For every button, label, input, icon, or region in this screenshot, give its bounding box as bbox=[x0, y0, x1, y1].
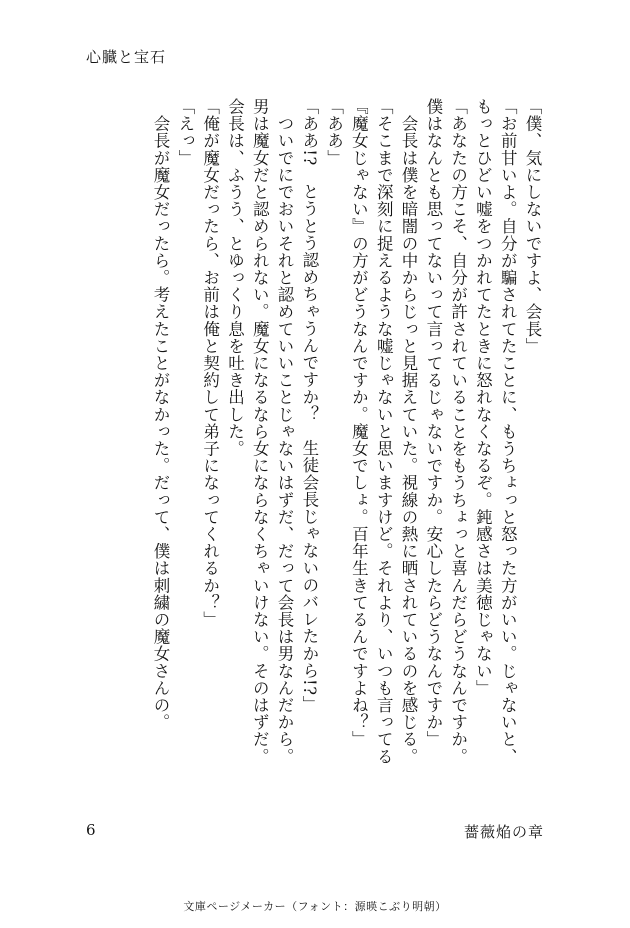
text-line: 「あなたの方こそ、自分が許されていることをもうちょっと喜んだらどうなんですか。 bbox=[448, 98, 468, 765]
running-head-title: 心臓と宝石 bbox=[86, 48, 167, 66]
text-line: もっとひどい嘘をつかれてたときに怒れなくなるぞ。鈍感さは美徳じゃない」 bbox=[473, 98, 493, 697]
text-line: 『魔女じゃない』の方がどうなんですか。魔女でしょ。百年生きてるんですよね？」 bbox=[349, 98, 369, 748]
text-line: 「ああ!? とうとう認めちゃうんですか？ 生徒会長じゃないのバレたから!?」 bbox=[299, 98, 319, 713]
text-line: 「えっ」 bbox=[175, 98, 195, 167]
text-line: 「俺が魔女だったら、お前は俺と契約して弟子になってくれるか？」 bbox=[200, 98, 220, 629]
text-line: ついでにでおいそれと認めていいことじゃないはずだ、だって会長は男なんだから。 bbox=[275, 98, 295, 765]
text-line: 「そこまで深刻に捉えるような嘘じゃないと思いますけど。それより、いつも言ってる bbox=[374, 98, 394, 765]
text-line: 男は魔女だと認められない。魔女になるなら女にならなくちゃいけない。そのはずだ。 bbox=[250, 98, 270, 765]
text-line: 僕はなんとも思ってないって言ってるじゃないですか。安心したらどうなんですか」 bbox=[423, 98, 443, 748]
chapter-title: 薔薇焔の章 bbox=[463, 823, 544, 841]
font-credit: 文庫ページメーカー（フォント：源暎こぶり明朝） bbox=[183, 900, 447, 913]
text-line: 会長は僕を暗闇の中からじっと見据えていた。視線の熱に晒されているのを感じる。 bbox=[399, 98, 419, 765]
text-line: 「僕、気にしないですよ、会長」 bbox=[523, 98, 542, 355]
novel-body-text bbox=[147, 98, 544, 768]
text-line: 「お前甘いよ。自分が騙されてたことに、もうちょっと怒った方がいい。じゃないと、 bbox=[498, 98, 518, 765]
text-line: 会長が魔女だったら。考えたことがなかった。だって、僕は刺繍の魔女さんの。 bbox=[151, 98, 171, 731]
text-line: 「ああ」 bbox=[324, 98, 344, 167]
text-line: 会長は、ふうう、とゆっくり息を吐き出した。 bbox=[225, 98, 245, 458]
page-number: 6 bbox=[86, 821, 96, 839]
